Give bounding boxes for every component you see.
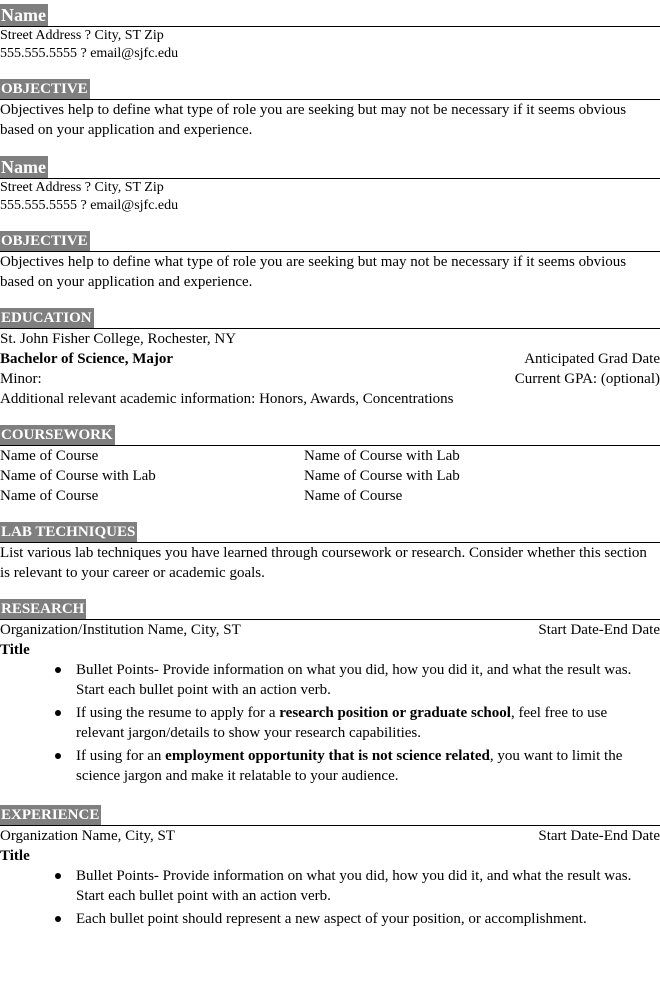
degree: Bachelor of Science, Major xyxy=(0,351,174,367)
research-role: Title xyxy=(0,642,30,658)
course-item: Name of Course xyxy=(0,448,99,464)
education-title: EDUCATION xyxy=(1,310,92,326)
course-item: Name of Course with Lab xyxy=(304,468,460,484)
degree-row xyxy=(0,349,660,369)
minor-row xyxy=(0,369,660,389)
name-label-2: Name xyxy=(1,157,46,177)
address-line-2: Street Address ? City, ST Zip xyxy=(0,180,164,195)
name-header-2 xyxy=(0,152,660,179)
course-item: Name of Course with Lab xyxy=(304,448,460,464)
experience-bullets xyxy=(0,866,660,929)
lab-title: LAB TECHNIQUES xyxy=(1,524,136,540)
list-item: If using for an employment opportunity that is not science related, you want to limit the science jargon and make it relatable to your audience. xyxy=(76,746,660,786)
contact-line-2: 555.555.5555 ? email@sjfc.edu xyxy=(0,198,179,213)
coursework-title: COURSEWORK xyxy=(1,427,113,443)
additional-info: Additional relevant academic information: Honors, Awards, Concentrations xyxy=(0,391,454,407)
experience-org-row xyxy=(0,826,660,846)
research-bullets xyxy=(0,660,660,786)
experience-org: Organization Name, City, ST xyxy=(0,828,175,844)
school-location: Rochester, NY xyxy=(143,331,237,347)
list-item: Bullet Points- Provide information on what you did, how you did it, and what the result was. Start each bullet point with an action verb. xyxy=(76,660,660,700)
course-item: Name of Course with Lab xyxy=(0,468,156,484)
lab-header xyxy=(0,518,660,543)
lab-text: List various lab techniques you have learned through coursework or research. Consider whether this section is relevant to your career or academic goals. xyxy=(0,545,647,581)
research-header xyxy=(0,595,660,620)
experience-role: Title xyxy=(0,848,30,864)
objective-text: Objectives help to define what type of role you are seeking but may not be necessary if it seems obvious based on your application and experience. xyxy=(0,102,627,138)
objective-title-2: OBJECTIVE xyxy=(1,233,88,249)
course-item: Name of Course xyxy=(304,488,403,504)
objective-title: OBJECTIVE xyxy=(1,81,88,97)
school-name: St. John Fisher College, xyxy=(0,331,144,347)
objective-text-2: Objectives help to define what type of role you are seeking but may not be necessary if it seems obvious based on your application and experience. xyxy=(0,254,627,290)
objective-header-2 xyxy=(0,227,660,252)
education-header xyxy=(0,304,660,329)
objective-header xyxy=(0,75,660,100)
list-item: If using the resume to apply for a research position or graduate school, feel free to use relevant jargon/details to show your research capabilities. xyxy=(76,703,660,743)
research-title: RESEARCH xyxy=(1,601,85,617)
experience-title: EXPERIENCE xyxy=(1,807,100,823)
experience-header xyxy=(0,801,660,826)
research-org-row xyxy=(0,620,660,640)
research-org: Organization/Institution Name, City, ST xyxy=(0,622,241,638)
coursework-list xyxy=(0,446,660,506)
list-item: Each bullet point should represent a new aspect of your position, or accomplishment. xyxy=(76,909,660,929)
coursework-header xyxy=(0,421,660,446)
research-dates: Start Date-End Date xyxy=(538,622,660,638)
grad-date: Anticipated Grad Date xyxy=(524,351,660,367)
course-item: Name of Course xyxy=(0,488,99,504)
minor: Minor: xyxy=(0,371,42,387)
list-item: Bullet Points- Provide information on what you did, how you did it, and what the result was. Start each bullet point with an action verb. xyxy=(76,866,660,906)
address-line: Street Address ? City, ST Zip xyxy=(0,28,164,43)
name-label: Name xyxy=(1,5,46,25)
experience-dates: Start Date-End Date xyxy=(538,828,660,844)
contact-line: 555.555.5555 ? email@sjfc.edu xyxy=(0,46,179,61)
name-header xyxy=(0,0,660,27)
gpa: Current GPA: (optional) xyxy=(514,371,660,387)
school-line xyxy=(0,329,660,349)
